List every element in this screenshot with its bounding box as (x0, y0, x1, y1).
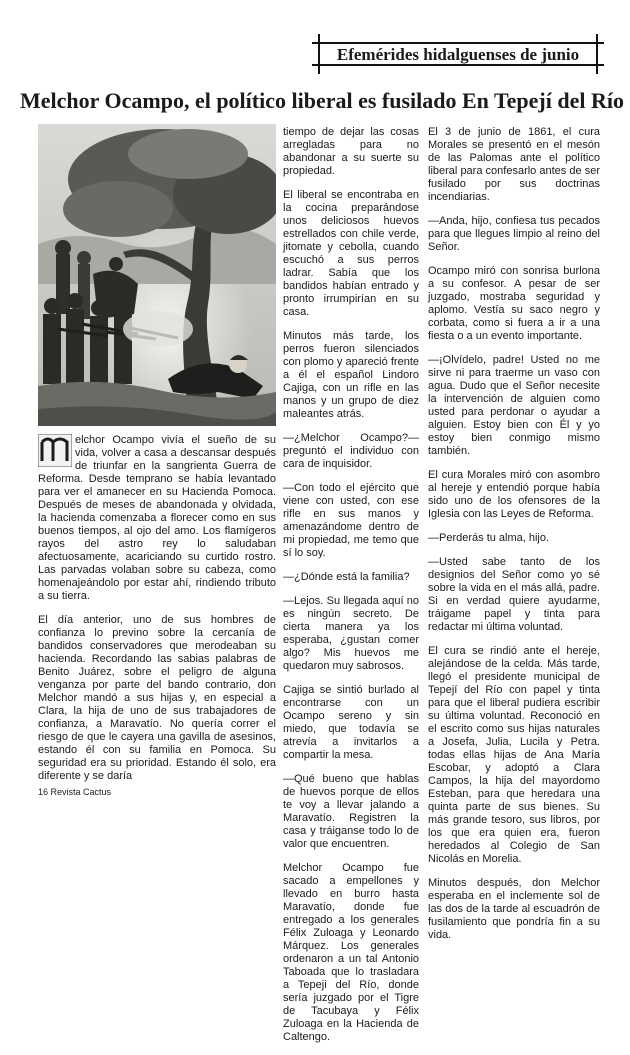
paragraph: —Lejos. Su llegada aquí no es ningún secreto. De cierta manera ya los esperaba, ¿gustan comer algo? Mis huevos me quedaron muy sabrosos. (283, 595, 419, 672)
paragraph: El liberal se encontraba en la cocina preparándose unos deliciosos huevos estrellados con chile verde, jitomate y cebolla, cuando escuchó a sus perros ladrar. Sabía que los bandidos habían entrado y pronto irrumpirían en su casa. (283, 189, 419, 318)
paragraph: —¿Dónde está la familia? (283, 571, 410, 583)
paragraph: El día anterior, uno de sus hombres de confianza lo previno sobre la cercanía de bandidos conservadores que merodeaban su hacienda. Recordando las sabias palabras de Benito Juárez, sobre el peligro de alguna venganza por parte del bando contrario, don Melchor mandó a sus hijas y, en especial a Clara, la hija de uno de sus trabajadores de confianza, a Maravatío. No quería correr el riesgo de que le cayera una gavilla de asesinos, estando él con su familia en Pomoca. Su seguridad era su prioridad. Estando él solo, era diferente y se daría (38, 614, 276, 782)
paragraph: —Con todo el ejército que viene con usted, con ese rifle en sus manos y amenazándome dentro de mi propiedad, me temo que sí lo soy. (283, 482, 419, 559)
paragraph: Melchor Ocampo fue sacado a empellones y llevado en burro hasta Maravatío, donde fue entregado a los generales Félix Zuloaga y Leonardo Márquez. Los generales ordenaron a un tal Antonio Taboada que lo trasladara a Tepeji del Río, donde sería juzgado por el Tigre de Tacubaya y Félix Zuloaga en la Hacienda de Caltengo. (283, 862, 419, 1043)
paragraph: —Usted sabe tanto de los designios del Señor como yo sé sobre la vida en el más allá, padre. Si en verdad quiere ayudarme, tráigame papel y tinta para redactar mi última voluntad. (428, 556, 600, 633)
paragraph: El cura se rindió ante el hereje, alejándose de la celda. Más tarde, llegó el presidente municipal de Tepejí del Río con papel y tinta para que el liberal pudiera escribir su última voluntad. Reconoció en el escrito como sus hijas naturales a Josefa, Julia, Lucila y Petra. todas ellas hijas de Ana María Escobar, y adoptó a Clara Campos, la hija del mayordomo Esteban, para que heredara una quinta parte de sus bienes. Su más grande tesoro, sus libros, por los que era quien era, fueron heredados al Colegio de San Nicolás en Morelia. (428, 645, 600, 865)
page-footer: 16 Revista Cactus (38, 787, 112, 797)
article-column-3 (428, 126, 600, 953)
paragraph: —Perderás tu alma, hijo. (428, 532, 550, 544)
paragraph: tiempo de dejar las cosas arregladas para no abandonar a su suerte su propiedad. (283, 126, 419, 177)
section-title: Efemérides hidalguenses de junio (336, 45, 580, 64)
paragraph: El cura Morales miró con asombro al hereje y entendió porque había sido uno de los ofensores de la Iglesia con las Leyes de Reforma. (428, 469, 600, 520)
execution-illustration (38, 124, 276, 426)
paragraph: elchor Ocampo vivía el sueño de su vida, volver a casa a descansar después de triunfar en la sangrienta Guerra de Reforma. Desde temprano se había levantado para ver el amanecer en su Hacienda Pomoca. Después de meses de abandonada y olvidada, la hacienda comenzaba a florecer como en sus buenos tiempos, al ojo del amo. Los flamígeros rayos del astro rey lo saludaban afectuosamente, acariciando su curtido rostro. Las parvadas volaban sobre su cabeza, como homenajeándolo por estar ahí, rindiendo tributo a su tierra. (38, 434, 276, 602)
paragraph: Cajiga se sintió burlado al encontrarse con un Ocampo sereno y sin miedo, que todavía se atrevía a invitarlos a compartir la mesa. (283, 684, 419, 761)
header-bar-right (596, 34, 598, 74)
section-header (312, 34, 604, 74)
paragraph: —¿Melchor Ocampo?— preguntó el individuo con cara de inquisidor. (283, 432, 419, 470)
article-column-2 (283, 126, 419, 1055)
paragraph: —Anda, hijo, confiesa tus pecados para que llegues limpio al reino del Señor. (428, 215, 600, 253)
article-title: Melchor Ocampo, el político liberal es fusilado En Tepejí del Río (20, 88, 624, 113)
paragraph: El 3 de junio de 1861, el cura Morales se presentó en el mesón de las Palomas ante el político liberal para confesarlo antes de ser fusilado por sus doctrinas incendiarias. (428, 126, 600, 203)
paragraph: —¡Olvídelo, padre! Usted no me sirve ni para traerme un vaso con agua. Dudo que el Señor necesite la intervención de alguien como usted para perdonar o ayudar a alguien. Estoy bien con Él y yo estoy bien conmigo mismo también. (428, 354, 600, 457)
paragraph: Minutos más tarde, los perros fueron silenciados con plomo y apareció frente a él el español Lindoro Cajiga, con un rifle en las manos y un grupo de diez maleantes atrás. (283, 330, 419, 420)
header-rule-top (312, 42, 604, 44)
paragraph: Minutos después, don Melchor esperaba en el inclemente sol de las dos de la tarde al escuadrón de fusilamiento que pondría fin a su vida. (428, 877, 600, 941)
paragraph: —Qué bueno que hablas de huevos porque de ellos te voy a llevar jalando a Maravatío. Registren la casa y tráiganse todo lo de valor que encuentren. (283, 773, 419, 850)
article-column-1 (38, 434, 276, 794)
paragraph: Ocampo miró con sonrisa burlona a su confesor. A pesar de ser juzgado, mostraba seguridad y aplomo. Vestía su saco negro y corbata, como si fuera a ir a una fiesta o a un evento importante. (428, 265, 600, 342)
dropcap-letter (38, 434, 72, 467)
header-bar-left (318, 34, 320, 74)
